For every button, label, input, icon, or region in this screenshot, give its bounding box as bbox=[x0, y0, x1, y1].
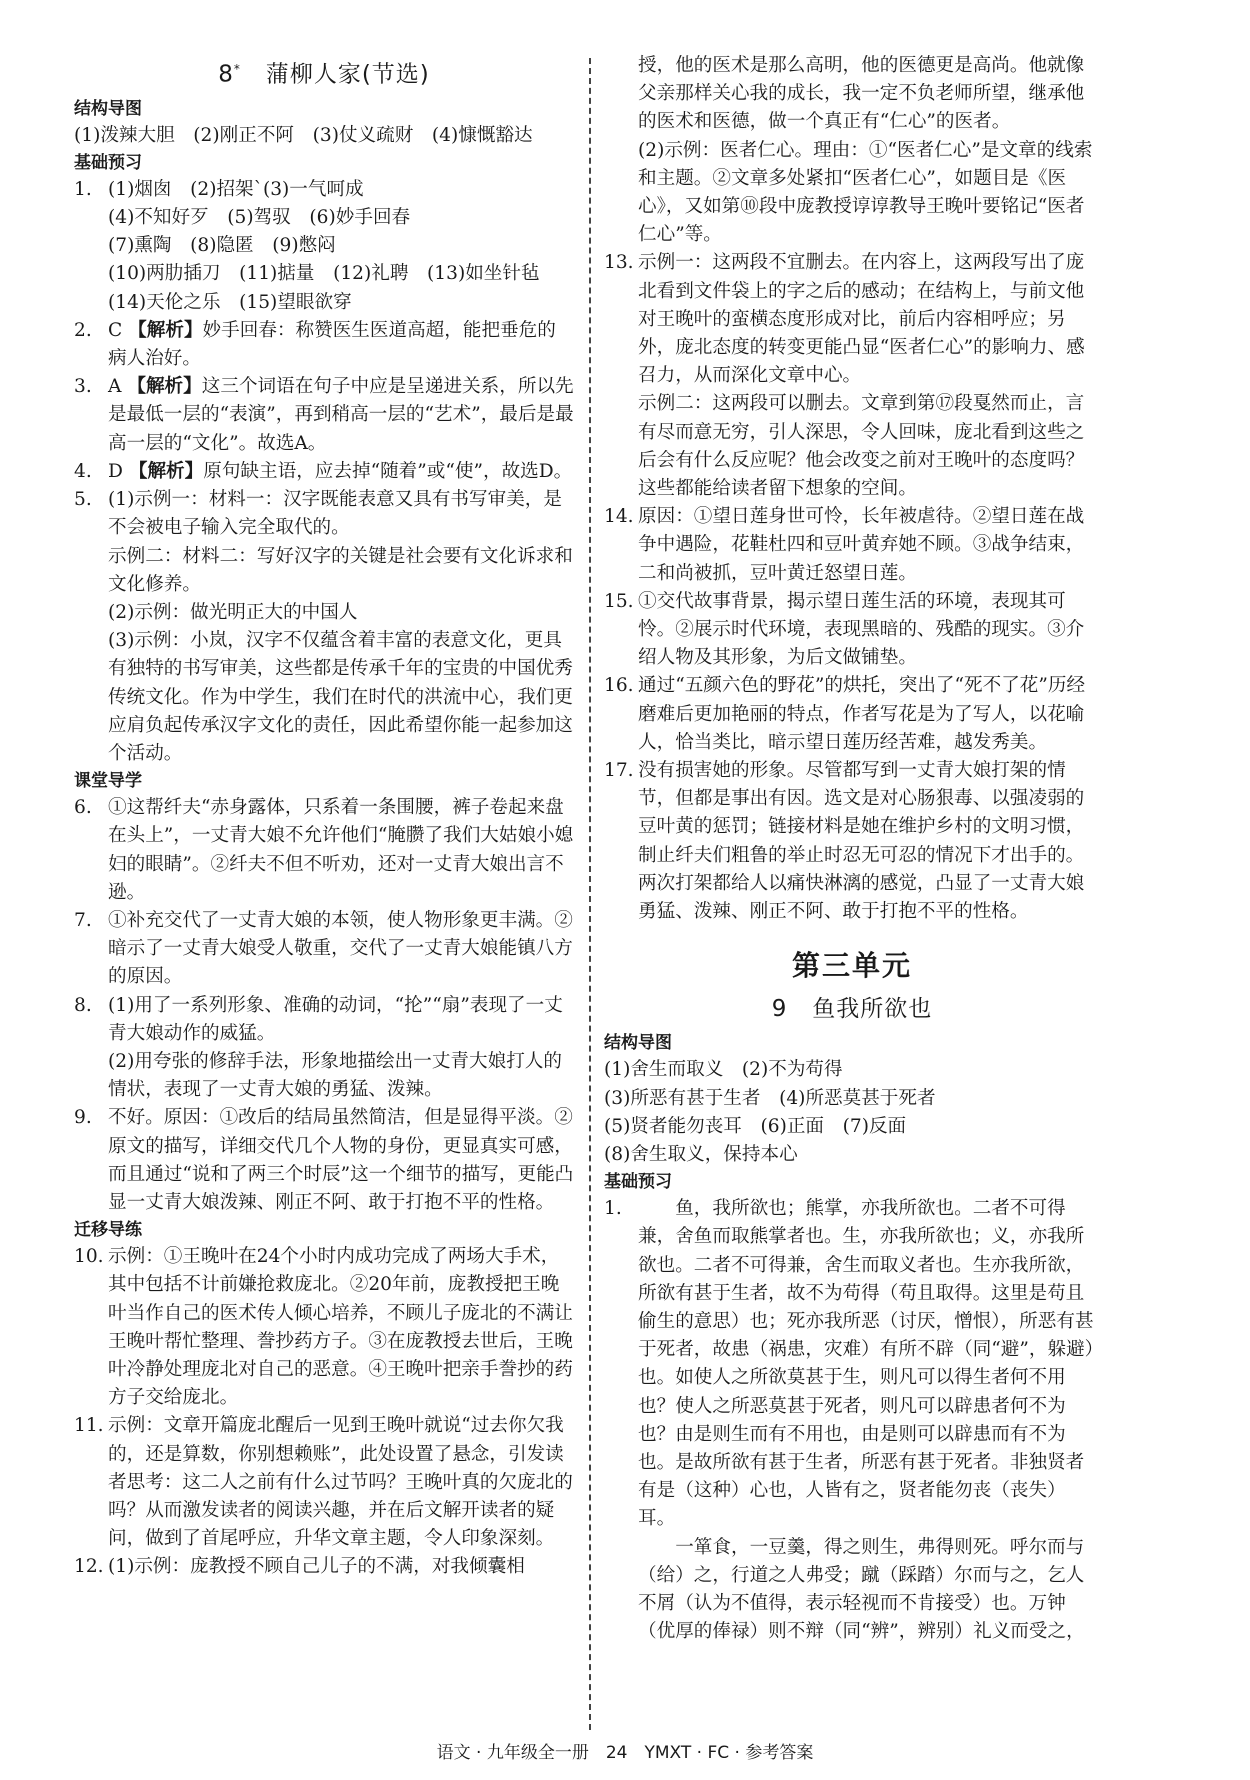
answer-text: 示例一：这两段不宜删去。在内容上，这两段写出了庞北看到文件袋上的字之后的感动；在结构上，与前文他对王晚叶的蛮横态度形成对比，前后内容相呼应；另外，庞北态度的转变更能凸显“医者仁心”的影响力、感召力，从而深化文章中心。 bbox=[638, 252, 1085, 387]
answer-text: 原因：①望日莲身世可怜，长年被虐待。②望日莲在战争中遇险，花鞋杜四和豆叶黄弃她不顾。③战争结束，二和尚被抓，豆叶黄迁怒望日莲。 bbox=[638, 506, 1085, 584]
question-13 bbox=[604, 249, 1100, 503]
lesson-name: 鱼我所欲也 bbox=[812, 996, 933, 1023]
answer-line: (5)贤者能勿丧耳 (6)正面 (7)反面 bbox=[604, 1115, 907, 1137]
answer-text: 示例：文章开篇庞北醒后一见到王晚叶就说“过去你欠我的，还是算数，你别想赖账”，此处设置了悬念，引发读者思考：这二人之前有什么过节吗？王晚叶真的欠庞北的吗？从而激发读者的阅读兴趣，并在后文解开读者的疑问，做到了首尾呼应，升华文章主题，令人印象深刻。 bbox=[108, 1415, 573, 1550]
right-column bbox=[604, 52, 1100, 1646]
question-11 bbox=[74, 1412, 574, 1553]
answer-text: 没有损害她的形象。尽管都写到一丈青大娘打架的情节，但都是事出有因。选文是对心肠狠毒、以强凌弱的豆叶黄的惩罚；链接材料是她在维护乡村的文明习惯，制止纤夫们粗鲁的举止时忍无可忍的情况下才出手的。两次打架都给人以痛快淋漓的感觉，凸显了一丈青大娘勇猛、泼辣、刚正不阿、敢于打抱不平的性格。 bbox=[638, 760, 1085, 923]
question-number: 1. bbox=[74, 178, 92, 200]
left-column bbox=[74, 52, 574, 1582]
question-7 bbox=[74, 907, 574, 992]
question-number: 2. bbox=[74, 319, 92, 341]
answer-text: 不好。原因：①改后的结局虽然简洁，但是显得平淡。②原文的描写，详细交代几个人物的身份，更显真实可感，而且通过“说和了两三个时辰”这一个细节的描写，更能凸显一丈青大娘泼辣、刚正不阿、敢于打抱不平的性格。 bbox=[108, 1107, 574, 1213]
question-12 bbox=[74, 1553, 574, 1581]
analysis-label: 【解析】 bbox=[128, 460, 204, 482]
question-number: 7. bbox=[74, 909, 92, 931]
question-6 bbox=[74, 794, 574, 907]
question-15 bbox=[604, 588, 1100, 673]
question-number: 5. bbox=[74, 489, 92, 511]
question-number: 10. bbox=[74, 1246, 104, 1268]
unit-title: 第三单元 bbox=[791, 949, 912, 983]
passage-question-1 bbox=[604, 1195, 1100, 1646]
answer-choice: D bbox=[108, 460, 123, 482]
passage-paragraph: 鱼，我所欲也；熊掌，亦我所欲也。二者不可得兼，舍鱼而取熊掌者也。生，亦我所欲也；义，亦我所欲也。二者不可得兼，舍生而取义者也。生亦我所欲，所欲有甚于生者，故不为苟得（苟且取得。这里是苟且偷生的意思）也；死亦我所恶（讨厌，憎恨），所恶有甚于死者，故患（祸患，灾难）有所不辟（同“避”，躲避）也。如使人之所欲莫甚于生，则凡可以得生者何不用也？使人之所恶莫甚于死者，则凡可以辟患者何不为也？由是则生而有不用也，由是则可以辟患而有不为也。是故所欲有甚于生者，所恶有甚于死者。非独贤者有是（这种）心也，人皆有之，贤者能勿丧（丧失）耳。 bbox=[638, 1198, 1094, 1530]
question-number: 6. bbox=[74, 797, 92, 819]
answer-line: (2)用夸张的修辞手法，形象地描绘出一丈青大娘打人的情状，表现了一丈青大娘的勇猛、泼辣。 bbox=[108, 1050, 562, 1101]
answer-line: (3)所恶有甚于生者 (4)所恶莫甚于死者 bbox=[604, 1087, 936, 1109]
analysis-text: 妙手回春：称赞医生医道高超，能把垂危的病人治好。 bbox=[108, 319, 556, 370]
lesson-8-title bbox=[74, 52, 574, 92]
answer-text: ①补充交代了一丈青大娘的本领，使人物形象更丰满。②暗示了一丈青大娘受人敬重，交代了一丈青大娘能镇八方的原因。 bbox=[108, 909, 573, 988]
question-5 bbox=[74, 486, 574, 768]
answer-text: 示例：①王晚叶在24个小时内成功完成了两场大手术，其中包括不计前嫌抢救庞北。②20年前，庞教授把王晚叶当作自己的医术传人倾心培养，不顾儿子庞北的不满让王晚叶帮忙整理、誊抄药方子。③在庞教授去世后，王晚叶冷静处理庞北对自己的恶意。④王晚叶把亲手誊抄的药方子交给庞北。 bbox=[108, 1246, 573, 1409]
jiegou-answers: (1)泼辣大胆 (2)刚正不阿 (3)仗义疏财 (4)慷慨豁达 bbox=[74, 124, 533, 146]
passage-paragraph: 一箪食，一豆羹，得之则生，弗得则死。呼尔而与（给）之，行道之人弗受；蹴（踩踏）尔而与之，乞人不屑（认为不值得，表示轻视而不肯接受）也。万钟（优厚的俸禄）则不辩（同“辨”，辨别）礼义而受之， bbox=[638, 1536, 1085, 1643]
lesson-number: 9 bbox=[771, 996, 788, 1023]
answer-line: 示例二：材料二：写好汉字的关键是社会要有文化诉求和文化修养。 bbox=[108, 545, 573, 595]
question-number: 17. bbox=[604, 760, 634, 782]
lesson-mark: * bbox=[233, 62, 241, 76]
answer-text: 通过“五颜六色的野花”的烘托，突出了“死不了花”历经磨难后更加艳丽的特点，作者写花是为了写人，以花喻人，恰当类比，暗示望日莲历经苦难，越发秀美。 bbox=[638, 675, 1086, 753]
question-14 bbox=[604, 503, 1100, 588]
question-10 bbox=[74, 1243, 574, 1412]
answer-line: (1)烟囱 (2)招架`(3)一气呵成 bbox=[108, 178, 364, 200]
answer-line: (1)用了一系列形象、准确的动词，“抡”“扇”表现了一丈青大娘动作的威猛。 bbox=[108, 994, 563, 1044]
answer-text: ①这帮纤夫“赤身露体，只系着一条围腰，裤子卷起来盘在头上”，一丈青大娘不允许他们“腌臜了我们大姑娘小媳妇的眼睛”。②纤夫不但不听劝，还对一丈青大娘出言不逊。 bbox=[108, 797, 574, 903]
answer-text: ①交代故事背景，揭示望日莲生活的环境，表现其可怜。②展示时代环境，表现黑暗的、残酷的现实。③介绍人物及其形象，为后文做铺垫。 bbox=[638, 590, 1085, 669]
answer-line: (10)两肋插刀 (11)掂量 (12)礼聘 (13)如坐针毡 (14)天伦之乐 (15)望眼欲穿 bbox=[108, 263, 559, 313]
question-number: 1. bbox=[604, 1198, 622, 1220]
answer-line: (3)示例：小岚，汉字不仅蕴含着丰富的表意文化，更具有独特的书写审美，这些都是传承千年的宝贵的中国优秀传统文化。作为中学生，我们在时代的洪流中心，我们更应肩负起传承汉字文化的责任，因此希望你能一起参加这个活动。 bbox=[108, 630, 573, 764]
section-jiegou: 结构导图 bbox=[74, 98, 142, 119]
question-17 bbox=[604, 757, 1100, 926]
lesson-number: 8 bbox=[218, 61, 234, 88]
answer-line: (1)示例一：材料一：汉字既能表意又具有书写审美，是不会被电子输入完全取代的。 bbox=[108, 489, 562, 539]
question-9 bbox=[74, 1104, 574, 1217]
analysis-text: 原句缺主语，应去掉“随着”或“使”，故选D。 bbox=[203, 460, 573, 482]
question-number: 15. bbox=[604, 590, 634, 612]
answer-line: (8)舍生取义，保持本心 bbox=[604, 1143, 798, 1165]
analysis-text: 这三个词语在句子中应是呈递进关系，所以先是最低一层的“表演”，再到稍高一层的“艺术”，最后是最高一层的“文化”。故选A。 bbox=[108, 376, 574, 454]
question-number: 13. bbox=[604, 252, 634, 274]
question-number: 12. bbox=[74, 1556, 104, 1578]
lesson-9-title bbox=[604, 992, 1100, 1026]
question-number: 11. bbox=[74, 1415, 104, 1437]
answer-line: (4)不知好歹 (5)驾驭 (6)妙手回春 bbox=[108, 207, 411, 229]
section-jiegou: 结构导图 bbox=[604, 1033, 672, 1054]
question-number: 3. bbox=[74, 376, 92, 398]
question-number: 8. bbox=[74, 994, 92, 1016]
question-8 bbox=[74, 992, 574, 1105]
answer-line: (7)熏陶 (8)隐匿 (9)憋闷 bbox=[108, 235, 336, 257]
answer-line: (1)舍生而取义 (2)不为苟得 bbox=[604, 1059, 843, 1081]
section-jichu: 基础预习 bbox=[604, 1172, 672, 1193]
question-12-continued bbox=[604, 52, 1100, 249]
answer-choice: C bbox=[108, 319, 123, 341]
answer-line: (2)示例：做光明正大的中国人 bbox=[108, 601, 358, 623]
question-1 bbox=[74, 176, 574, 317]
answer-text: (1)示例：庞教授不顾自己儿子的不满，对我倾囊相 bbox=[108, 1556, 525, 1578]
column-divider bbox=[589, 58, 591, 1730]
section-qianyi: 迁移导练 bbox=[74, 1220, 142, 1241]
answer-text: (2)示例：医者仁心。理由：①“医者仁心”是文章的线索和主题。②文章多处紧扣“医者仁心”，如题目是《医心》，又如第⑩段中庞教授谆谆教导王晚叶要铭记“医者仁心”等。 bbox=[638, 139, 1093, 246]
section-jichu: 基础预习 bbox=[74, 152, 142, 173]
question-2 bbox=[74, 317, 574, 373]
answer-text: 示例二：这两段可以删去。文章到第⑰段戛然而止，言有尽而意无穷，引人深思，令人回味，庞北看到这些之后会有什么反应呢？他会改变之前对王晚叶的态度吗？这些都能给读者留下想象的空间。 bbox=[638, 393, 1085, 500]
question-number: 14. bbox=[604, 506, 634, 528]
question-3 bbox=[74, 373, 574, 458]
answer-text: 授，他的医术是那么高明，他的医德更是高尚。他就像父亲那样关心我的成长，我一定不负老师所望，继承他的医术和医德，做一个真正有“仁心”的医者。 bbox=[638, 55, 1085, 133]
answer-choice: A bbox=[108, 376, 122, 398]
page-footer: 语文 · 九年级全一册 24 YMXT · FC · 参考答案 bbox=[436, 1743, 814, 1763]
question-4 bbox=[74, 458, 574, 486]
analysis-label: 【解析】 bbox=[128, 319, 203, 341]
question-16 bbox=[604, 672, 1100, 757]
question-number: 4. bbox=[74, 460, 92, 482]
section-ketang: 课堂导学 bbox=[74, 771, 142, 792]
question-number: 9. bbox=[74, 1107, 92, 1129]
lesson-name: 蒲柳人家(节选) bbox=[265, 61, 430, 88]
question-number: 16. bbox=[604, 675, 634, 697]
analysis-label: 【解析】 bbox=[127, 376, 202, 398]
